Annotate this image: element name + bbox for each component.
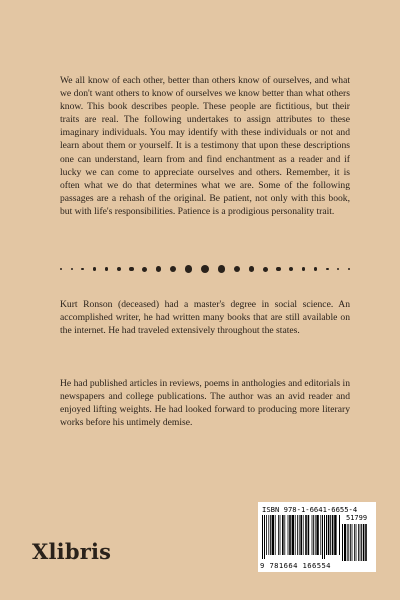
barcode-bar: [344, 524, 346, 561]
divider-dot: [117, 267, 121, 271]
isbn-label: ISBN 978-1-6641-6655-4: [262, 505, 358, 514]
divider-dot: [201, 265, 210, 274]
barcode-bar: [332, 515, 334, 555]
ean-number: 9 781664 166554: [260, 561, 331, 570]
author-bio-paragraph-1: Kurt Ronson (deceased) had a master's degree in social science. An accomplished writer, he had written many books that are still available on the internet. He had traveled extensively throughout the states.: [60, 299, 350, 337]
barcode-bar: [358, 524, 359, 561]
barcode-bar: [299, 515, 300, 555]
barcode-bar: [297, 515, 298, 555]
divider-dot: [60, 268, 62, 270]
barcode-bar: [300, 515, 302, 555]
barcode-bar: [361, 524, 362, 561]
barcode-bar: [348, 524, 349, 561]
divider-dot: [129, 267, 134, 272]
ean-barcode-bars: [262, 515, 340, 561]
divider-dot: [314, 267, 317, 270]
barcode-bar: [282, 515, 284, 555]
divider-dot: [326, 268, 329, 271]
divider-dot: [71, 268, 73, 270]
divider-dot: [263, 267, 268, 272]
barcode-bar: [278, 515, 279, 555]
barcode-bar: [354, 524, 355, 561]
barcode-bar: [326, 515, 327, 555]
price-addon-number: 51799: [346, 514, 368, 522]
barcode-bar: [264, 515, 265, 559]
barcode-bar: [356, 524, 357, 561]
barcode-bar: [312, 515, 313, 555]
barcode-bar: [284, 515, 285, 555]
barcode-bar: [268, 515, 269, 555]
isbn-barcode: [258, 502, 376, 572]
barcode-bar: [262, 515, 263, 559]
divider-dot: [348, 268, 350, 270]
dot-divider: [60, 264, 350, 274]
divider-dot: [218, 265, 225, 272]
barcode-bar: [292, 515, 294, 555]
divider-dot: [234, 266, 240, 272]
divider-dot: [337, 268, 339, 270]
divider-dot: [105, 267, 109, 271]
barcode-bar: [275, 515, 276, 555]
barcode-bar: [316, 515, 318, 555]
divider-dot: [185, 265, 192, 272]
barcode-bar: [280, 515, 281, 555]
barcode-bar: [315, 515, 316, 555]
barcode-bar: [347, 524, 348, 561]
barcode-bar: [339, 515, 340, 555]
barcode-bar: [303, 515, 304, 555]
barcode-bar: [272, 515, 274, 555]
divider-dot: [249, 266, 255, 272]
barcode-bar: [313, 515, 314, 555]
author-bio-paragraph-2: He had published articles in reviews, poems in anthologies and editorials in newspapers and college publications. The author was an avid reader and enjoyed lifting weights. He had looked forward to producing more literary works before his untimely demise.: [60, 378, 350, 429]
barcode-bar: [270, 515, 271, 555]
barcode-bar: [352, 524, 353, 561]
barcode-bar: [320, 515, 321, 555]
publisher-logo: Xlibris: [32, 539, 112, 564]
barcode-bar: [350, 524, 351, 561]
divider-dot: [276, 267, 281, 272]
divider-dot: [302, 267, 306, 271]
barcode-bar: [334, 515, 336, 555]
barcode-bar: [322, 515, 323, 559]
barcode-bar: [308, 515, 310, 555]
divider-dot: [289, 267, 293, 271]
barcode-bar: [365, 524, 367, 561]
divider-dot: [142, 267, 147, 272]
barcode-bar: [342, 524, 343, 561]
barcode-bar: [289, 515, 291, 555]
barcode-bar: [363, 524, 365, 561]
barcode-bar: [328, 515, 330, 555]
addon-barcode-bars: [342, 524, 372, 561]
barcode-bar: [288, 515, 289, 555]
divider-dot: [170, 266, 176, 272]
book-description: We all know of each other, better than others know of ourselves, and what we don't want others to know of ourselves we know better than what others know. This book describes people. These people are fictitious, but their traits are real. The following undertakes to assign attributes to these imaginary individuals. You may identify with these individuals or not and learn about them or yourself. It is a testimony that upon these descriptions one can understand, learn from and find enchantment as a reader and if lucky we can come to appreciate ourselves and others. Remember, it is often what we do that determines what we are. Some of the following passages are a rehash of the original. Be patient, not only with this book, but with life's responsibilities. Patience is a prodigious personality trait.: [60, 75, 350, 217]
barcode-bar: [266, 515, 267, 555]
divider-dot: [156, 266, 162, 272]
barcode-bar: [295, 515, 296, 555]
barcode-bar: [330, 515, 331, 555]
divider-dot: [81, 268, 84, 271]
barcode-bar: [324, 515, 325, 559]
barcode-bar: [305, 515, 307, 555]
divider-dot: [93, 267, 96, 270]
barcode-bar: [360, 524, 361, 561]
